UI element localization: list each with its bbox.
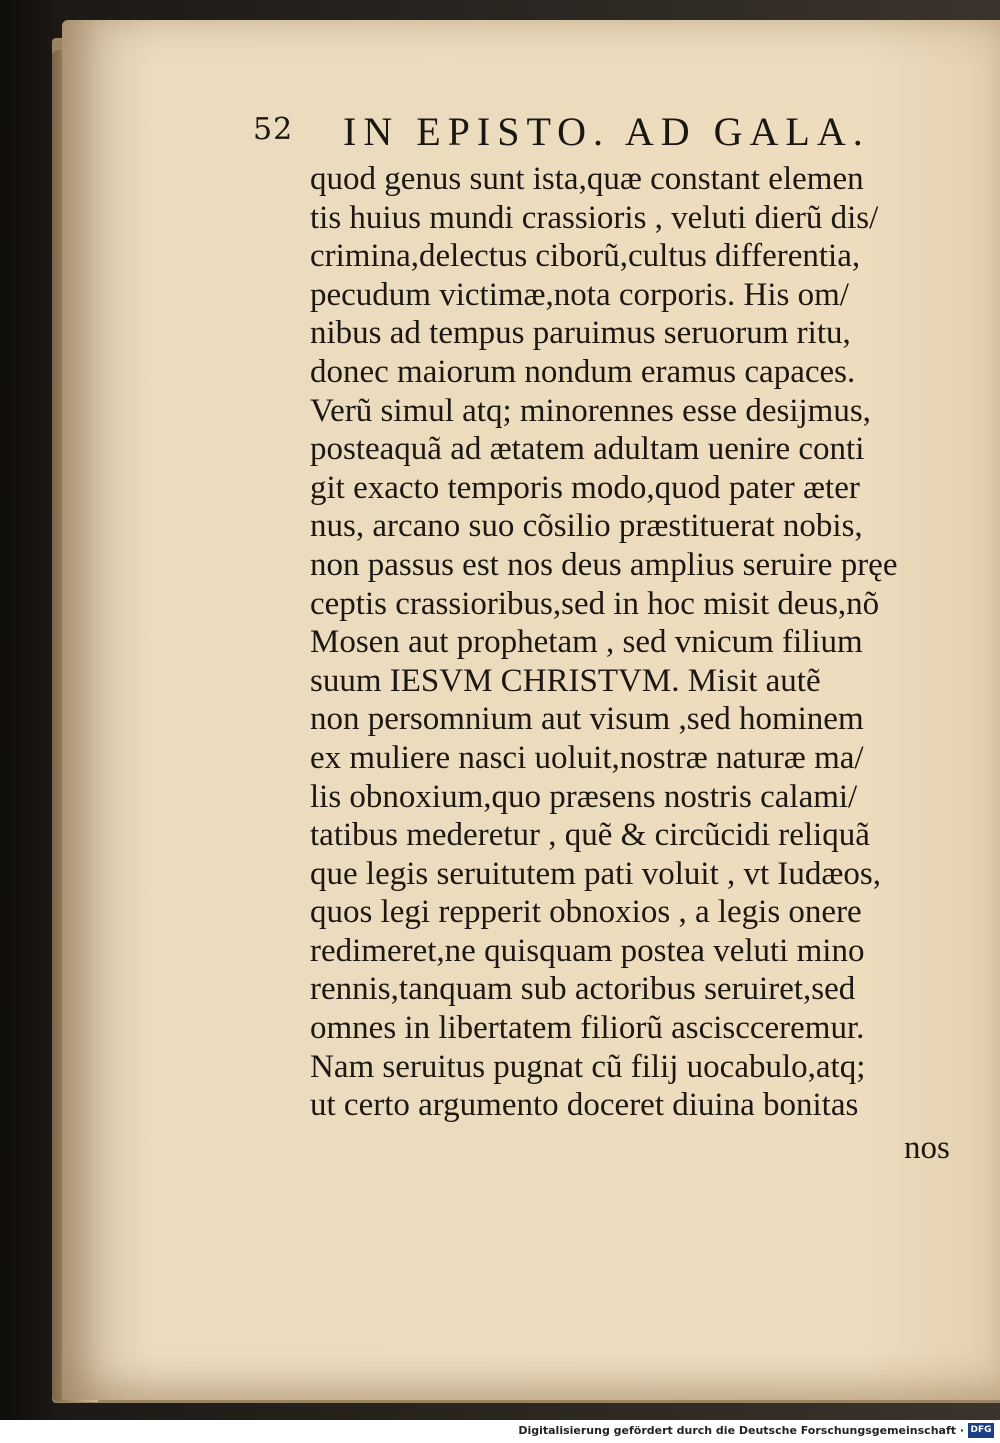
text-line: ex muliere nasci uoluit,nostræ naturæ ma/ [310,739,864,776]
text-line: ut certo argumento doceret diuina bonitas [310,1087,859,1124]
text-line: quod genus sunt ista,quæ constant elemen [310,161,864,197]
text-line: redimeret,ne quisquam postea veluti mino [310,932,865,969]
text-line: tis huius mundi crassioris , veluti dierũ dis/ [310,199,879,236]
catchword: nos [904,1130,950,1166]
text-line: git exacto temporis modo,quod pater æter [310,469,860,506]
text-line: suum IESVM CHRISTVM. Misit autẽ [310,662,821,699]
text-line: ceptis crassioribus,sed in hoc misit deus,nõ [310,585,880,622]
text-line: Mosen aut prophetam , sed vnicum filium [310,624,863,661]
page-header [253,108,953,158]
text-line: nibus ad tempus paruimus seruorum ritu, [310,315,851,352]
text-line: pecudum victimæ,nota corporis. His om/ [310,276,849,313]
text-line: nus, arcano suo cõsilio præstituerat nobis, [310,508,863,545]
text-line: donec maiorum nondum eramus capaces. [310,353,856,390]
text-line: Nam seruitus pugnat cũ filij uocabulo,atq; [310,1048,866,1085]
text-line: que legis seruitutem pati voluit , vt Iudæos, [310,855,882,892]
text-line: omnes in libertatem filiorũ asciscceremur. [310,1010,865,1047]
text-line: Verũ simul atq; minorennes esse desijmus, [310,392,871,429]
text-line: rennis,tanquam sub actoribus seruiret,sed [310,971,856,1008]
text-line: lis obnoxium,quo præsens nostris calami/ [310,778,858,815]
dfg-logo: DFG [968,1423,994,1438]
text-line: non passus est nos deus amplius seruire pręe [310,546,898,583]
folio-number: 52 [253,112,294,147]
text-line: posteaquã ad ætatem adultam uenire conti [310,431,865,468]
running-title: IN EPISTO. AD GALA. [343,109,870,154]
text-line: non persomnium aut visum ,sed hominem [310,701,864,738]
text-line: crimina,delectus ciborũ,cultus differentia, [310,238,861,275]
body-text [310,160,970,1125]
footer-bar [0,1420,1000,1443]
text-line: quos legi repperit obnoxios , a legis onere [310,894,862,931]
footer-credit: Digitalisierung gefördert durch die Deutsche Forschungsgemeinschaft · [518,1424,964,1437]
text-line: tatibus mederetur , quẽ & circũcidi reliquã [310,817,870,854]
